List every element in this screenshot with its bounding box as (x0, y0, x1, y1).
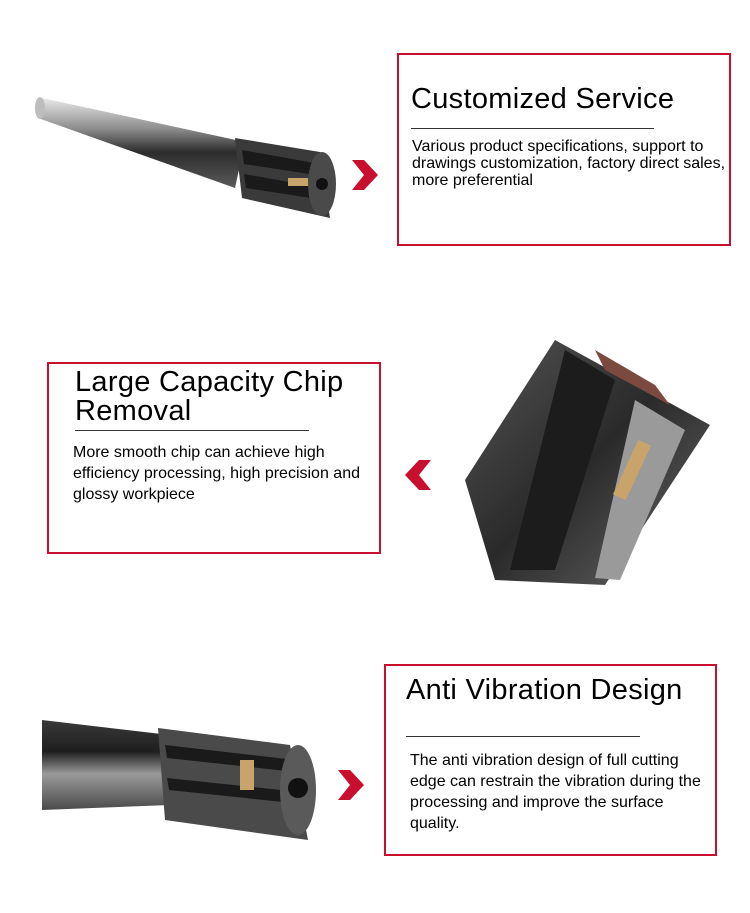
feature-title: Large Capacity Chip Removal (75, 366, 344, 427)
reamer-head-closeup-icon (455, 330, 725, 590)
chevron-right-icon (338, 770, 364, 800)
chevron-left-icon (405, 460, 431, 490)
feature-title: Anti Vibration Design (406, 674, 683, 706)
reamer-tool-icon (30, 80, 350, 230)
feature-description: The anti vibration design of full cutting edge can restrain the vibration during the processing and improve the surface quality. (410, 752, 701, 832)
feature-title: Customized Service (411, 83, 675, 115)
title-underline (406, 736, 640, 737)
chevron-right-icon (352, 160, 378, 190)
feature-card-customized-service (397, 53, 731, 246)
title-underline (411, 128, 654, 129)
feature-card-anti-vibration (384, 664, 717, 856)
feature-description: More smooth chip can achieve high efficiency processing, high precision and glossy workpiece (73, 444, 360, 503)
feature-description: Various product specifications, support to drawings customization, factory direct sales, more preferential (412, 138, 726, 189)
feature-card-chip-removal (47, 362, 381, 554)
reamer-tool-icon (40, 700, 330, 850)
title-underline (75, 430, 309, 431)
